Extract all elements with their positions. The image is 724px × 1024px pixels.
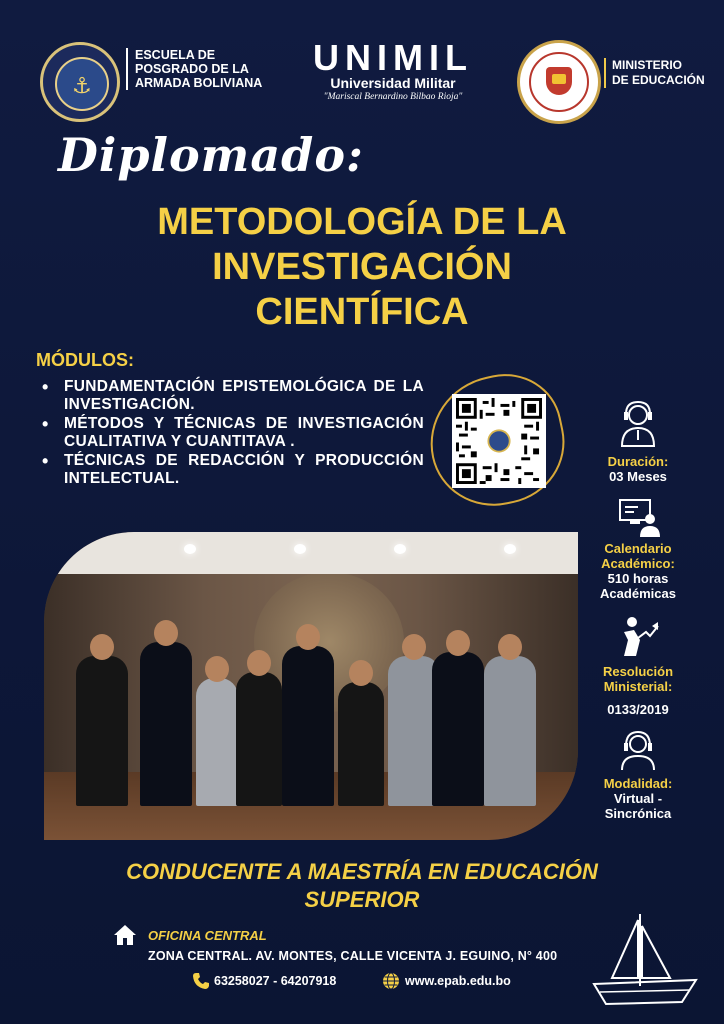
person-growth-icon: [616, 614, 660, 658]
operator-icon: [616, 400, 660, 444]
office-label: OFICINA CENTRAL: [148, 928, 267, 943]
resolution-value: 0133/2019: [607, 702, 669, 717]
phone-icon: [192, 972, 210, 990]
modality-label: Modalidad:: [603, 776, 673, 791]
modules-heading: MÓDULOS:: [36, 350, 134, 370]
group-photo: [44, 532, 578, 840]
module-item: • TÉCNICAS DE REDACCIÓN Y PRODUCCIÓN INTELECTUAL.: [36, 452, 424, 488]
module-item: • MÉTODOS Y TÉCNICAS DE INVESTIGACIÓN CUALITATIVA Y CUANTITAVA .: [36, 415, 424, 451]
globe-icon: [382, 972, 400, 990]
unimil-subtitle: Universidad Militar: [330, 75, 456, 91]
qr-code[interactable]: [452, 394, 546, 488]
calendar-block: Calendario Académico: 510 horas Académicas: [588, 497, 688, 601]
navy-school-logo: ⚓: [40, 42, 120, 122]
computer-user-icon: [616, 497, 660, 541]
office-address: ZONA CENTRAL. AV. MONTES, CALLE VICENTA J. EGUINO, N° 400: [148, 949, 558, 963]
phone-numbers[interactable]: 63258027 - 64207918: [214, 974, 337, 988]
unimil-logo: [308, 37, 478, 103]
website-link[interactable]: www.epab.edu.bo: [405, 974, 511, 988]
unimil-title: UNIMIL: [313, 37, 473, 78]
headset-icon: [616, 728, 660, 772]
duration-value: 03 Meses: [609, 469, 667, 484]
degree-tagline: CONDUCENTE A MAESTRÍA EN EDUCACIÓN SUPERIOR: [126, 859, 598, 912]
modality-block: Modalidad: Virtual - Sincrónica: [588, 728, 688, 821]
ministry-name: MINISTERIO DE EDUCACIÓN: [604, 58, 705, 88]
ministry-seal-logo: [517, 40, 601, 124]
school-name: ESCUELA DE POSGRADO DE LA ARMADA BOLIVIANA: [126, 48, 275, 90]
module-item: • FUNDAMENTACIÓN EPISTEMOLÓGICA DE LA INVESTIGACIÓN.: [36, 378, 424, 414]
program-title: METODOLOGÍA DE LA INVESTIGACIÓN CIENTÍFICA: [157, 201, 567, 333]
sailboat-icon: [590, 910, 700, 1010]
home-icon: [113, 924, 137, 946]
duration-block: [588, 400, 688, 484]
program-kicker: Diplomado:: [58, 128, 364, 182]
resolution-block: Resolución Ministerial: 0133/2019: [588, 614, 688, 717]
duration-label: Duración:: [607, 454, 669, 469]
modules-list: [36, 378, 424, 489]
unimil-motto: "Mariscal Bernardino Bilbao Rioja": [323, 92, 463, 102]
